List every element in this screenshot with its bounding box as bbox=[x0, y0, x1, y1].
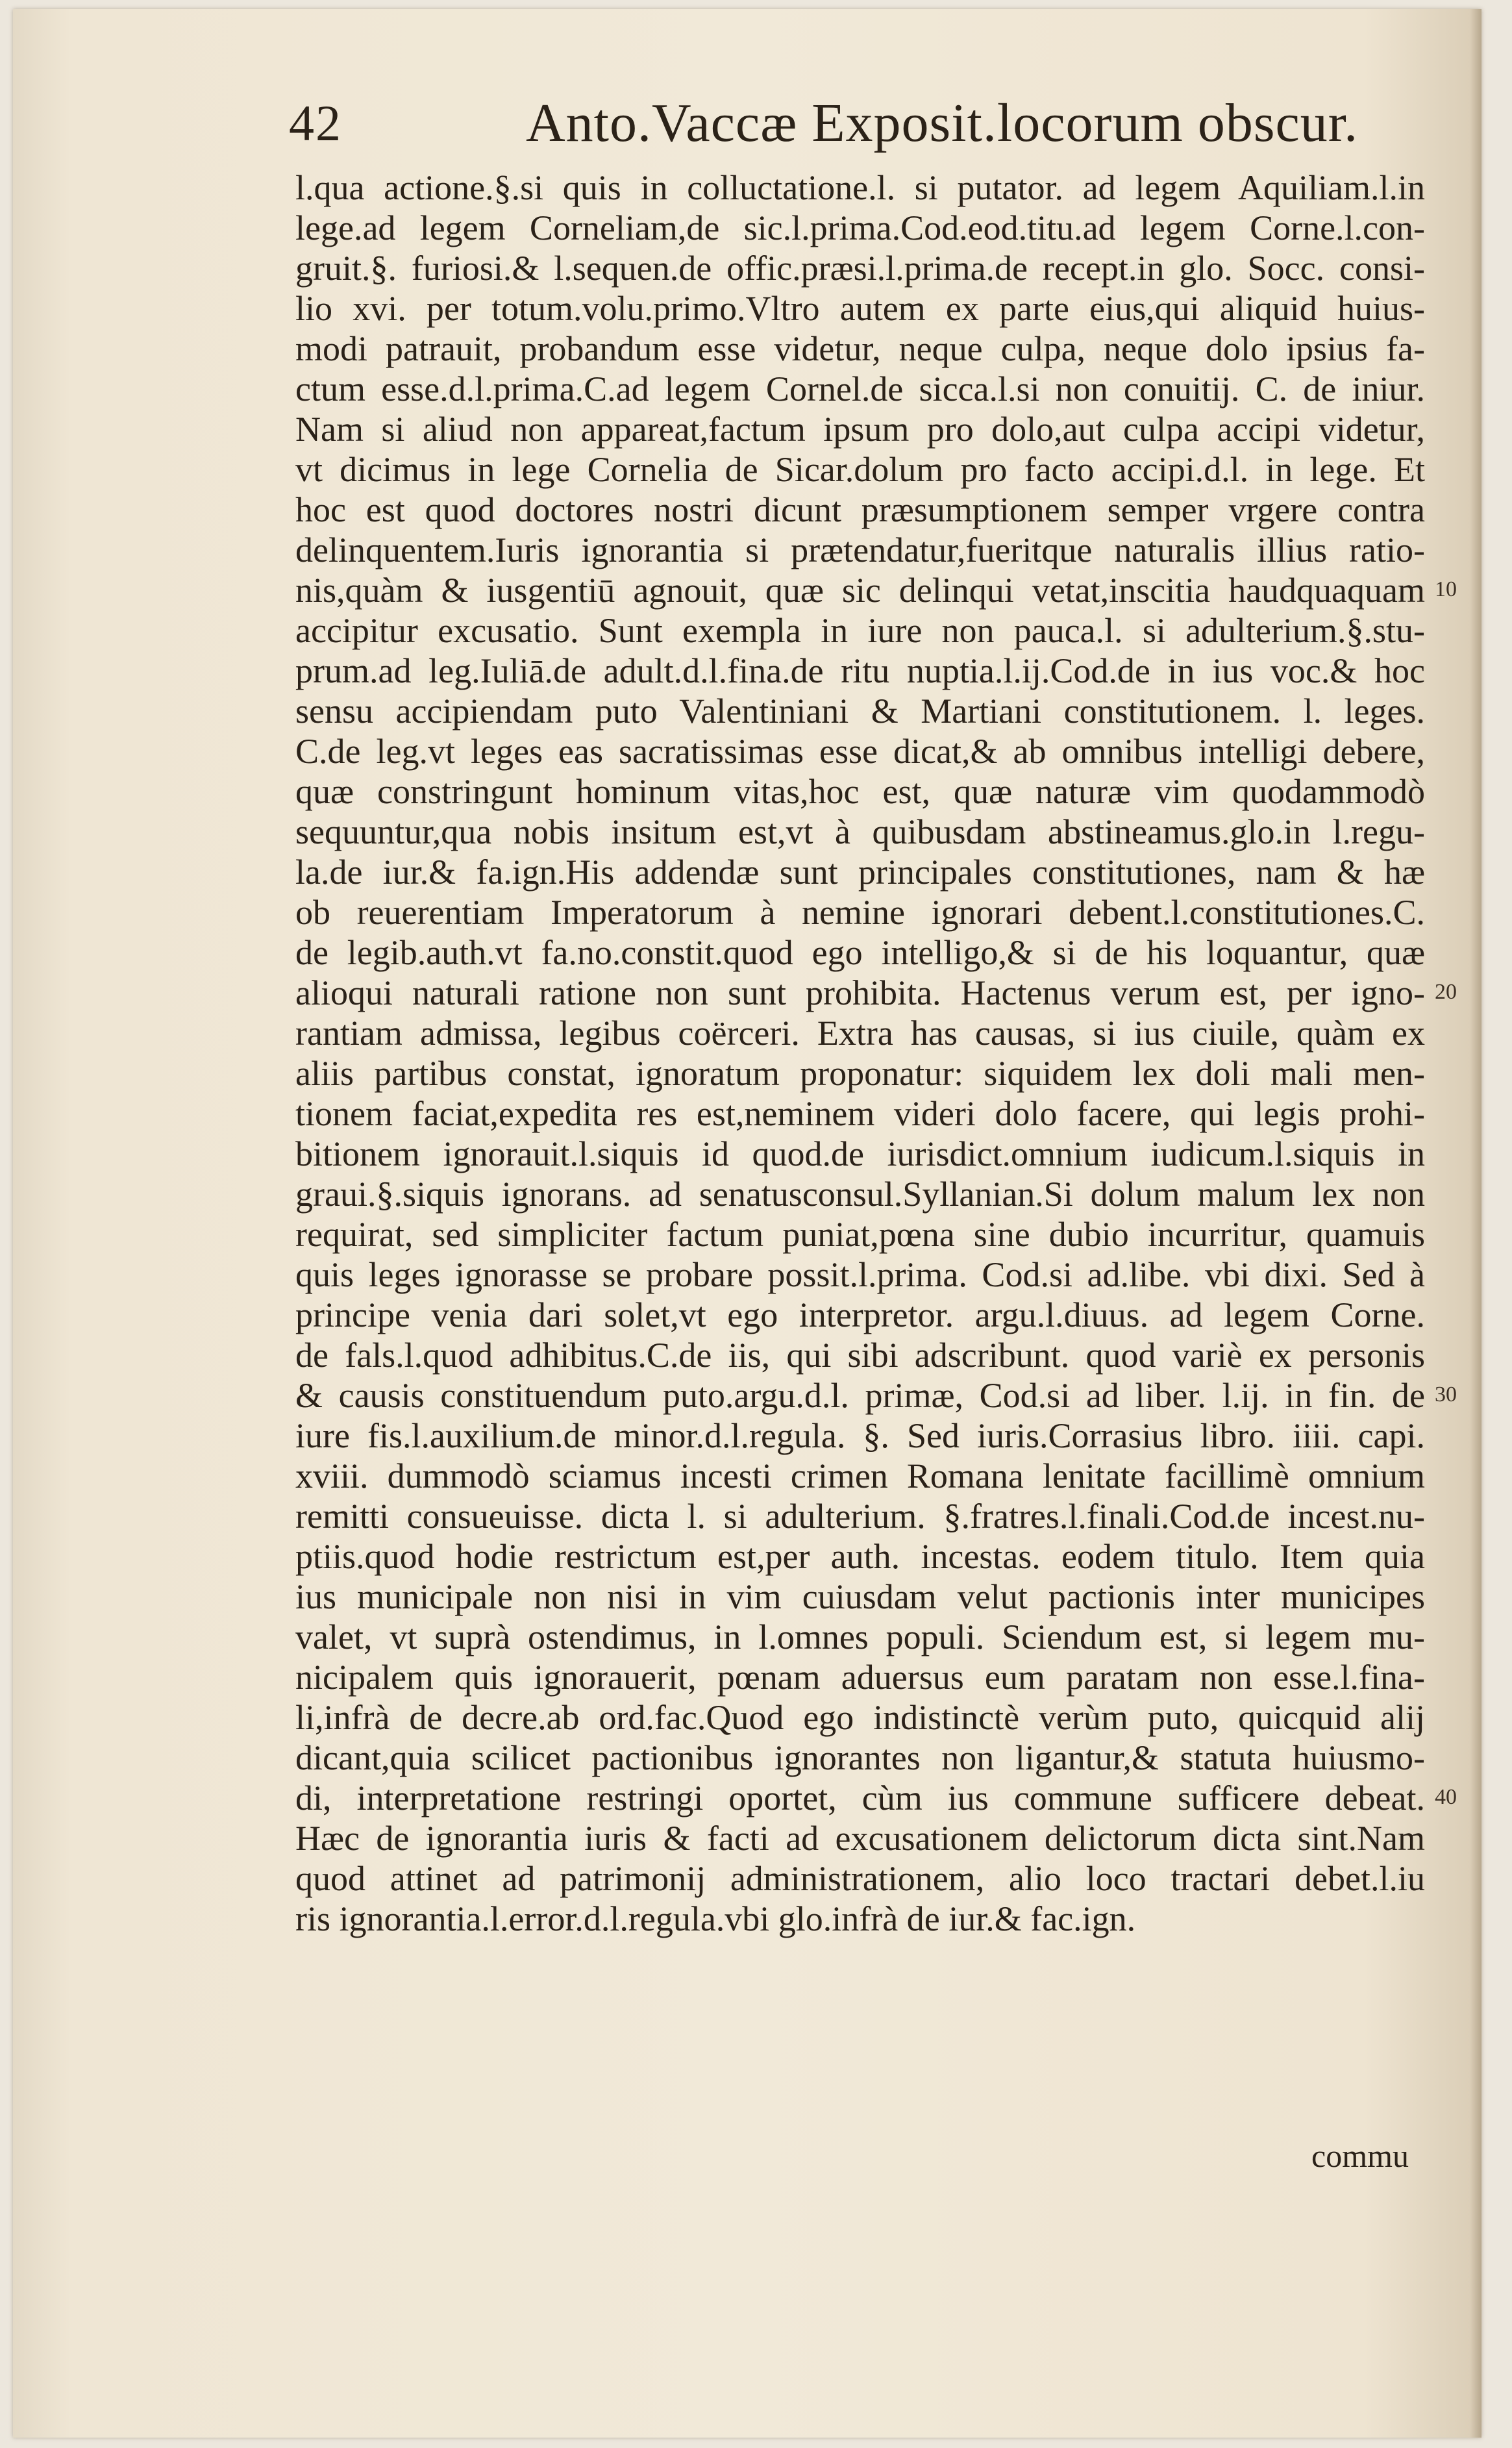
text-line: nis,quàm & iusgentiū agnouit, quæ sic delinqui vetat,inscitia haudquaquam bbox=[295, 571, 1425, 610]
margin-line-number-40: 40 bbox=[1435, 1785, 1457, 1809]
text-line: nicipalem quis ignorauerit, pœnam aduersus eum paratam non esse.l.fina- bbox=[295, 1658, 1425, 1697]
text-line: sequuntur,qua nobis insitum est,vt à quibusdam abstineamus.glo.in l.regu- bbox=[295, 812, 1425, 851]
catchword: commu bbox=[1311, 2138, 1409, 2174]
text-line: accipitur excusatio. Sunt exempla in iure non pauca.l. si adulterium.§.stu- bbox=[295, 611, 1425, 650]
text-line: sensu accipiendam puto Valentiniani & Martiani constitutionem. l. leges. bbox=[295, 692, 1425, 731]
text-line: li,infrà de decre.ab ord.fac.Quod ego indistinctè verùm puto, quicquid alij bbox=[295, 1698, 1425, 1737]
text-line: ius municipale non nisi in vim cuiusdam velut pactionis inter municipes bbox=[295, 1577, 1425, 1616]
text-line: ctum esse.d.l.prima.C.ad legem Cornel.de sicca.l.si non conuitij. C. de iniur. bbox=[295, 369, 1425, 408]
text-line: Nam si aliud non appareat,factum ipsum pro dolo,aut culpa accipi videtur, bbox=[295, 410, 1425, 449]
text-line: valet, vt suprà ostendimus, in l.omnes populi. Sciendum est, si legem mu- bbox=[295, 1617, 1425, 1656]
text-line: alioqui naturali ratione non sunt prohibita. Hactenus verum est, per igno- bbox=[295, 973, 1425, 1012]
text-line: principe venia dari solet,vt ego interpretor. argu.l.diuus. ad legem Corne. bbox=[295, 1295, 1425, 1334]
text-line: remitti consueuisse. dicta l. si adulterium. §.fratres.l.finali.Cod.de incest.nu- bbox=[295, 1497, 1425, 1536]
text-line: requirat, sed simpliciter factum puniat,pœna sine dubio incurritur, quamuis bbox=[295, 1215, 1425, 1254]
text-line: quis leges ignorasse se probare possit.l.prima. Cod.si ad.libe. vbi dixi. Sed à bbox=[295, 1255, 1425, 1294]
page-edge-shadow bbox=[1470, 9, 1481, 2438]
text-line: Hæc de ignorantia iuris & facti ad excusationem delictorum dicta sint.Nam bbox=[295, 1819, 1425, 1858]
running-title: Anto.Vaccæ Exposit.locorum obscur. bbox=[526, 93, 1359, 153]
text-line: di, interpretatione restringi oportet, cùm ius commune sufficere debeat. bbox=[295, 1779, 1425, 1817]
folio-number: 42 bbox=[289, 95, 342, 151]
text-line: aliis partibus constat, ignoratum proponatur: siquidem lex doli mali men- bbox=[295, 1054, 1425, 1093]
text-line: delinquentem.Iuris ignorantia si prætendatur,fueritque naturalis illius ratio- bbox=[295, 531, 1425, 569]
text-line: de fals.l.quod adhibitus.C.de iis, qui sibi adscribunt. quod variè ex personis bbox=[295, 1336, 1425, 1375]
text-line: lio xvi. per totum.volu.primo.Vltro autem ex parte eius,qui aliquid huius- bbox=[295, 289, 1425, 328]
text-line: iure fis.l.auxilium.de minor.d.l.regula. §. Sed iuris.Corrasius libro. iiii. capi. bbox=[295, 1416, 1425, 1455]
text-line: l.qua actione.§.si quis in colluctatione.l. si putator. ad legem Aquiliam.l.in bbox=[295, 168, 1425, 207]
text-line: de legib.auth.vt fa.no.constit.quod ego intelligo,& si de his loquantur, quæ bbox=[295, 933, 1425, 972]
text-line: gruit.§. furiosi.& l.sequen.de offic.præsi.l.prima.de recept.in glo. Socc. consi- bbox=[295, 249, 1425, 288]
text-line: ris ignorantia.l.error.d.l.regula.vbi glo.infrà de iur.& fac.ign. bbox=[295, 1899, 1136, 1938]
text-line: bitionem ignorauit.l.siquis id quod.de iurisdict.omnium iudicum.l.siquis in bbox=[295, 1134, 1425, 1173]
text-line: rantiam admissa, legibus coërceri. Extra has causas, si ius ciuile, quàm ex bbox=[295, 1014, 1425, 1053]
text-line: ob reuerentiam Imperatorum à nemine ignorari debent.l.constitutiones.C. bbox=[295, 893, 1425, 932]
text-line: hoc est quod doctores nostri dicunt præsumptionem semper vrgere contra bbox=[295, 490, 1425, 529]
text-line: xviii. dummodò sciamus incesti crimen Romana lenitate facillimè omnium bbox=[295, 1456, 1425, 1495]
text-line: graui.§.siquis ignorans. ad senatusconsul.Syllanian.Si dolum malum lex non bbox=[295, 1175, 1425, 1214]
page-header bbox=[289, 88, 1431, 159]
text-line: la.de iur.& fa.ign.His addendæ sunt principales constitutiones, nam & hæ bbox=[295, 853, 1425, 892]
text-line: tionem faciat,expedita res est,neminem videri dolo facere, qui legis prohi- bbox=[295, 1094, 1425, 1133]
text-line: prum.ad leg.Iuliā.de adult.d.l.fina.de ritu nuptia.l.ij.Cod.de in ius voc.& hoc bbox=[295, 651, 1425, 690]
text-line: lege.ad legem Corneliam,de sic.l.prima.Cod.eod.titu.ad legem Corne.l.con- bbox=[295, 208, 1425, 247]
text-line: C.de leg.vt leges eas sacratissimas esse dicat,& ab omnibus intelligi debere, bbox=[295, 732, 1425, 771]
margin-line-number-20: 20 bbox=[1435, 980, 1457, 1004]
text-line: & causis constituendum puto.argu.d.l. primæ, Cod.si ad liber. l.ij. in fin. de bbox=[295, 1376, 1425, 1415]
text-line: modi patrauit, probandum esse videtur, neque culpa, neque dolo ipsius fa- bbox=[295, 329, 1425, 368]
margin-line-number-30: 30 bbox=[1435, 1382, 1457, 1406]
text-line: dicant,quia scilicet pactionibus ignorantes non ligantur,& statuta huiusmo- bbox=[295, 1738, 1425, 1777]
text-line: ptiis.quod hodie restrictum est,per auth. incestas. eodem titulo. Item quia bbox=[295, 1537, 1425, 1576]
body-text bbox=[295, 168, 1425, 1939]
text-line: quæ constringunt hominum vitas,hoc est, quæ naturæ vim quodammodò bbox=[295, 772, 1425, 811]
text-line: quod attinet ad patrimonij administrationem, alio loco tractari debet.l.iu bbox=[295, 1859, 1425, 1898]
margin-line-number-10: 10 bbox=[1435, 577, 1457, 601]
text-line: vt dicimus in lege Cornelia de Sicar.dolum pro facto accipi.d.l. in lege. Et bbox=[295, 450, 1425, 489]
